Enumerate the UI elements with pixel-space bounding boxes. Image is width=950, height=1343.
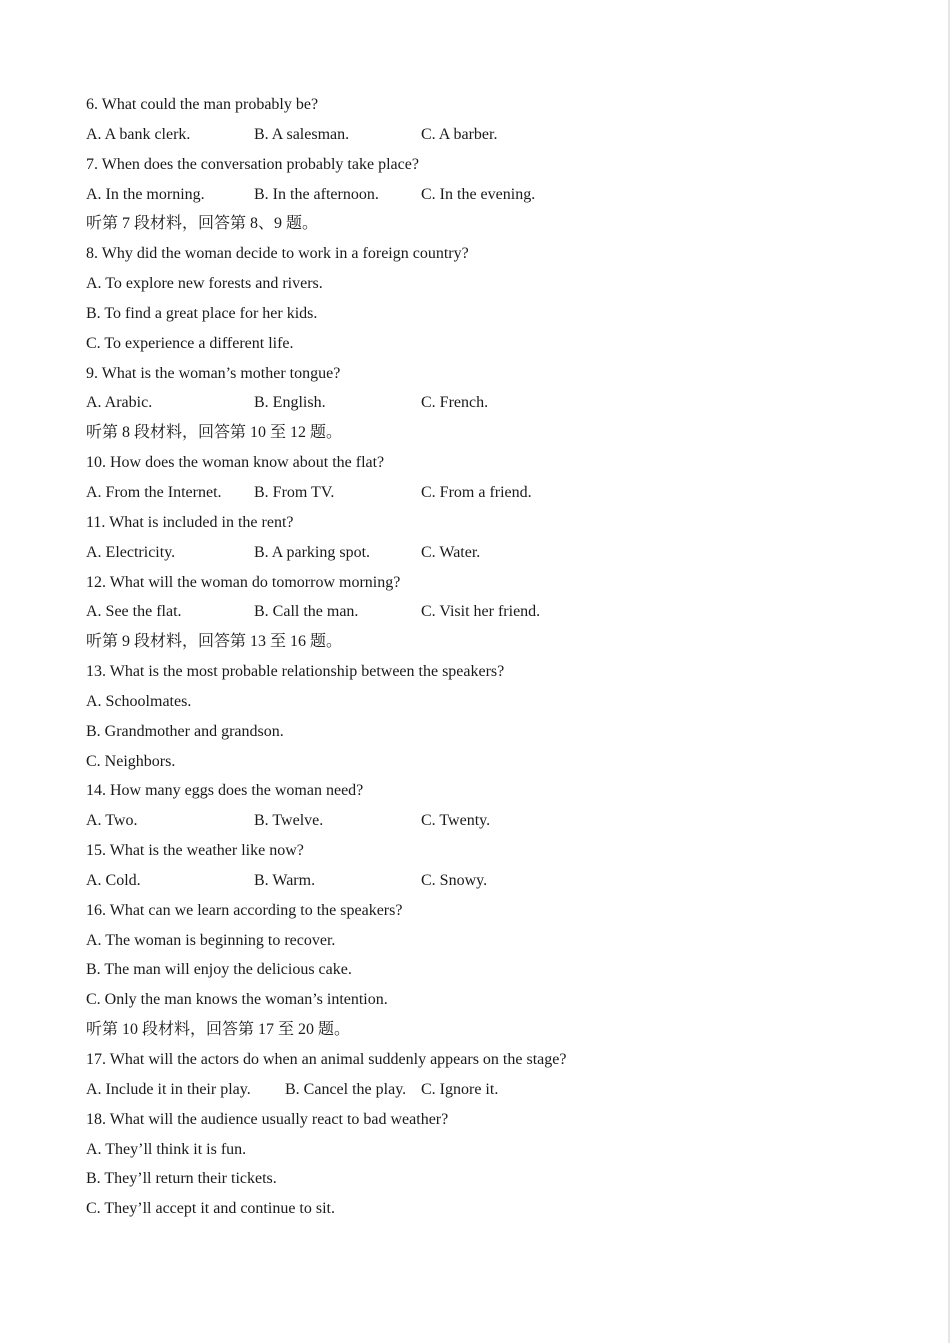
option-17b: B. Cancel the play. — [285, 1080, 407, 1098]
options-11 — [86, 538, 906, 568]
question-7: 7. When does the conversation probably take place? — [86, 155, 419, 173]
option-18a: A. They’ll think it is fun. — [86, 1140, 247, 1158]
option-11a: A. Electricity. — [86, 543, 176, 561]
option-16b: B. The man will enjoy the delicious cake. — [86, 961, 352, 979]
section-heading-10: 听第 10 段材料，回答第 17 至 20 题。 — [86, 1021, 351, 1039]
option-8b: B. To find a great place for her kids. — [86, 304, 318, 322]
question-17: 17. What will the actors do when an animal suddenly appears on the stage? — [86, 1051, 567, 1068]
option-10c: C. From a friend. — [421, 483, 532, 501]
option-12b: B. Call the man. — [254, 603, 359, 621]
options-17 — [86, 1075, 906, 1105]
question-9: 9. What is the woman’s mother tongue? — [86, 364, 341, 382]
option-15a: A. Cold. — [86, 871, 141, 889]
option-18c: C. They’ll accept it and continue to sit. — [86, 1200, 335, 1218]
option-15c: C. Snowy. — [421, 871, 488, 889]
question-10: 10. How does the woman know about the flat? — [86, 454, 385, 472]
option-11c: C. Water. — [421, 543, 481, 561]
exam-page — [86, 90, 906, 1224]
option-6c: C. A barber. — [421, 125, 498, 143]
option-14a: A. Two. — [86, 812, 138, 830]
question-14: 14. How many eggs does the woman need? — [86, 782, 364, 800]
option-7c: C. In the evening. — [421, 185, 536, 203]
option-14c: C. Twenty. — [421, 812, 491, 830]
question-6: 6. What could the man probably be? — [86, 96, 319, 113]
option-18b: B. They’ll return their tickets. — [86, 1170, 277, 1188]
options-10 — [86, 478, 906, 508]
options-7 — [86, 180, 906, 210]
option-17a: A. Include it in their play. — [86, 1080, 251, 1098]
option-9c: C. French. — [421, 394, 489, 412]
option-16c: C. Only the man knows the woman’s intention. — [86, 991, 388, 1009]
question-8: 8. Why did the woman decide to work in a foreign country? — [86, 245, 469, 263]
option-14b: B. Twelve. — [254, 812, 324, 830]
option-13a: A. Schoolmates. — [86, 692, 192, 710]
options-15 — [86, 866, 906, 896]
option-6b: B. A salesman. — [254, 125, 350, 143]
option-9b: B. English. — [254, 394, 326, 412]
option-15b: B. Warm. — [254, 871, 316, 889]
option-12c: C. Visit her friend. — [421, 603, 541, 621]
section-heading-8: 听第 8 段材料，回答第 10 至 12 题。 — [86, 424, 343, 442]
question-13: 13. What is the most probable relationship between the speakers? — [86, 663, 505, 681]
question-12: 12. What will the woman do tomorrow morning? — [86, 573, 401, 591]
option-11b: B. A parking spot. — [254, 543, 371, 561]
option-13c: C. Neighbors. — [86, 752, 176, 770]
option-8c: C. To experience a different life. — [86, 334, 294, 352]
question-16: 16. What can we learn according to the speakers? — [86, 901, 403, 919]
options-9 — [86, 388, 906, 418]
section-heading-7: 听第 7 段材料，回答第 8、9 题。 — [86, 215, 319, 233]
section-heading-9: 听第 9 段材料，回答第 13 至 16 题。 — [86, 633, 343, 651]
option-16a: A. The woman is beginning to recover. — [86, 931, 336, 949]
question-15: 15. What is the weather like now? — [86, 842, 304, 860]
option-9a: A. Arabic. — [86, 394, 153, 412]
options-14 — [86, 806, 906, 836]
options-6 — [86, 120, 906, 150]
option-10a: A. From the Internet. — [86, 483, 222, 501]
options-12 — [86, 597, 906, 627]
option-6a: A. A bank clerk. — [86, 125, 191, 143]
option-10b: B. From TV. — [254, 483, 335, 501]
option-7b: B. In the afternoon. — [254, 185, 379, 203]
option-17c: C. Ignore it. — [421, 1080, 499, 1098]
question-18: 18. What will the audience usually react to bad weather? — [86, 1110, 449, 1128]
question-11: 11. What is included in the rent? — [86, 513, 294, 531]
option-8a: A. To explore new forests and rivers. — [86, 275, 323, 293]
option-7a: A. In the morning. — [86, 185, 205, 203]
option-13b: B. Grandmother and grandson. — [86, 722, 284, 740]
option-12a: A. See the flat. — [86, 603, 182, 621]
